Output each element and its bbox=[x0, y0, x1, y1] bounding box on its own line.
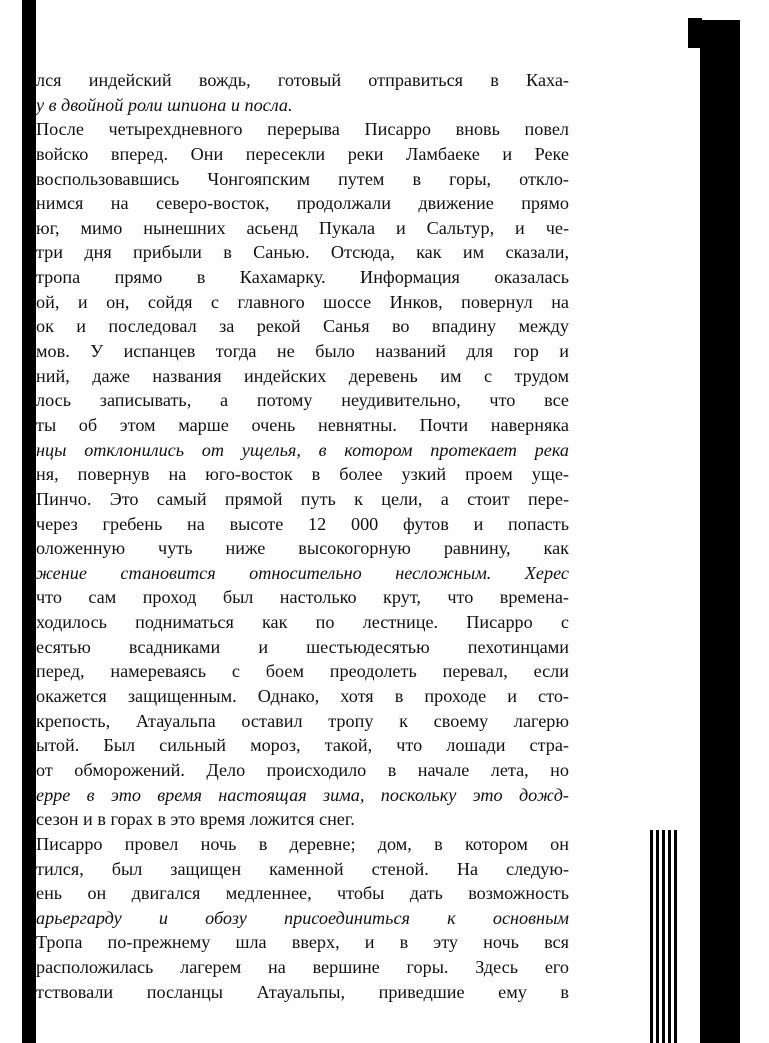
text-line: тился, был защищен каменной стеной. На следую- bbox=[36, 858, 569, 879]
text-line: ня, повернув на юго-восток в более узкий проем уще- bbox=[36, 464, 569, 485]
text-line: нимся на северо-восток, продолжали движение прямо bbox=[36, 193, 569, 214]
text-line: от обморожений. Дело происходило в начале лета, но bbox=[36, 759, 569, 780]
scan-edge-right bbox=[700, 20, 740, 1043]
text-line: Тропа по-прежнему шла вверх, и в эту ночь вся bbox=[36, 932, 569, 953]
text-line: ок и последовал за рекой Санья во впадину между bbox=[36, 316, 569, 337]
text-line: жение становится относительно несложным. Херес bbox=[36, 562, 569, 583]
text-line: Пинчо. Это самый прямой путь к цели, а стоит пере- bbox=[36, 488, 569, 509]
scan-edge-left bbox=[22, 0, 36, 1043]
text-line: ходилось подниматься как по лестнице. Писарро с bbox=[36, 612, 569, 633]
text-line: арьергарду и обозу присоединиться к основным bbox=[36, 907, 569, 928]
text-line: перед, намереваясь с боем преодолеть перевал, если bbox=[36, 661, 569, 682]
text-line: Писарро провел ночь в деревне; дом, в котором он bbox=[36, 833, 569, 854]
text-line: войско вперед. Они пересекли реки Ламбаеке и Реке bbox=[36, 143, 569, 164]
text-line: мов. У испанцев тогда не было названий для гор и bbox=[36, 341, 569, 362]
text-line: юг, мимо нынешних асьенд Пукала и Сальтур, и че- bbox=[36, 217, 569, 238]
text-line: крепость, Атауальпа оставил тропу к своему лагерю bbox=[36, 710, 569, 731]
text-line: тствовали посланцы Атауальпы, приведшие ему в bbox=[36, 981, 569, 1002]
text-line: ой, и он, сойдя с главного шоссе Инков, повернул на bbox=[36, 291, 569, 312]
text-line: воспользовавшись Чонгояпским путем в горы, откло- bbox=[36, 168, 569, 189]
text-line: ерре в это время настоящая зима, поскольку это дожд- bbox=[36, 784, 569, 805]
text-line: ень он двигался медленнее, чтобы дать возможность bbox=[36, 883, 569, 904]
text-line: нцы отклонились от ущелья, в котором протекает река bbox=[36, 439, 569, 460]
text-line: ты об этом марше очень невнятны. Почти наверняка bbox=[36, 414, 569, 435]
text-line: ний, даже названия индейских деревень им с трудом bbox=[36, 365, 569, 386]
body-text bbox=[36, 68, 569, 1004]
text-line: сезон и в горах в это время ложится снег. bbox=[36, 809, 355, 830]
text-line: расположилась лагерем на вершине горы. Здесь его bbox=[36, 957, 569, 978]
text-line: лся индейский вождь, готовый отправиться в Каха- bbox=[36, 70, 569, 90]
text-line: лось записывать, а потому неудивительно, что все bbox=[36, 390, 569, 411]
text-line: у в двойной роли шпиона и посла. bbox=[36, 94, 293, 115]
text-line: окажется защищенным. Однако, хотя в проходе и сто- bbox=[36, 686, 569, 707]
text-line: через гребень на высоте 12 000 футов и попасть bbox=[36, 513, 569, 534]
text-line: После четырехдневного перерыва Писарро вновь повел bbox=[36, 119, 569, 140]
text-line: что сам проход был настолько крут, что времена- bbox=[36, 587, 569, 608]
text-line: три дня прибыли в Санью. Отсюда, как им сказали, bbox=[36, 242, 569, 263]
text-line: ытой. Был сильный мороз, такой, что лошади стра- bbox=[36, 735, 569, 756]
text-line: оложенную чуть ниже высокогорную равнину, как bbox=[36, 538, 569, 559]
text-line: есятью всадниками и шестьюдесятью пехотинцами bbox=[36, 636, 569, 657]
scan-edge-right-bottom bbox=[650, 830, 678, 1043]
text-line: тропа прямо в Кахамарку. Информация оказалась bbox=[36, 267, 569, 288]
